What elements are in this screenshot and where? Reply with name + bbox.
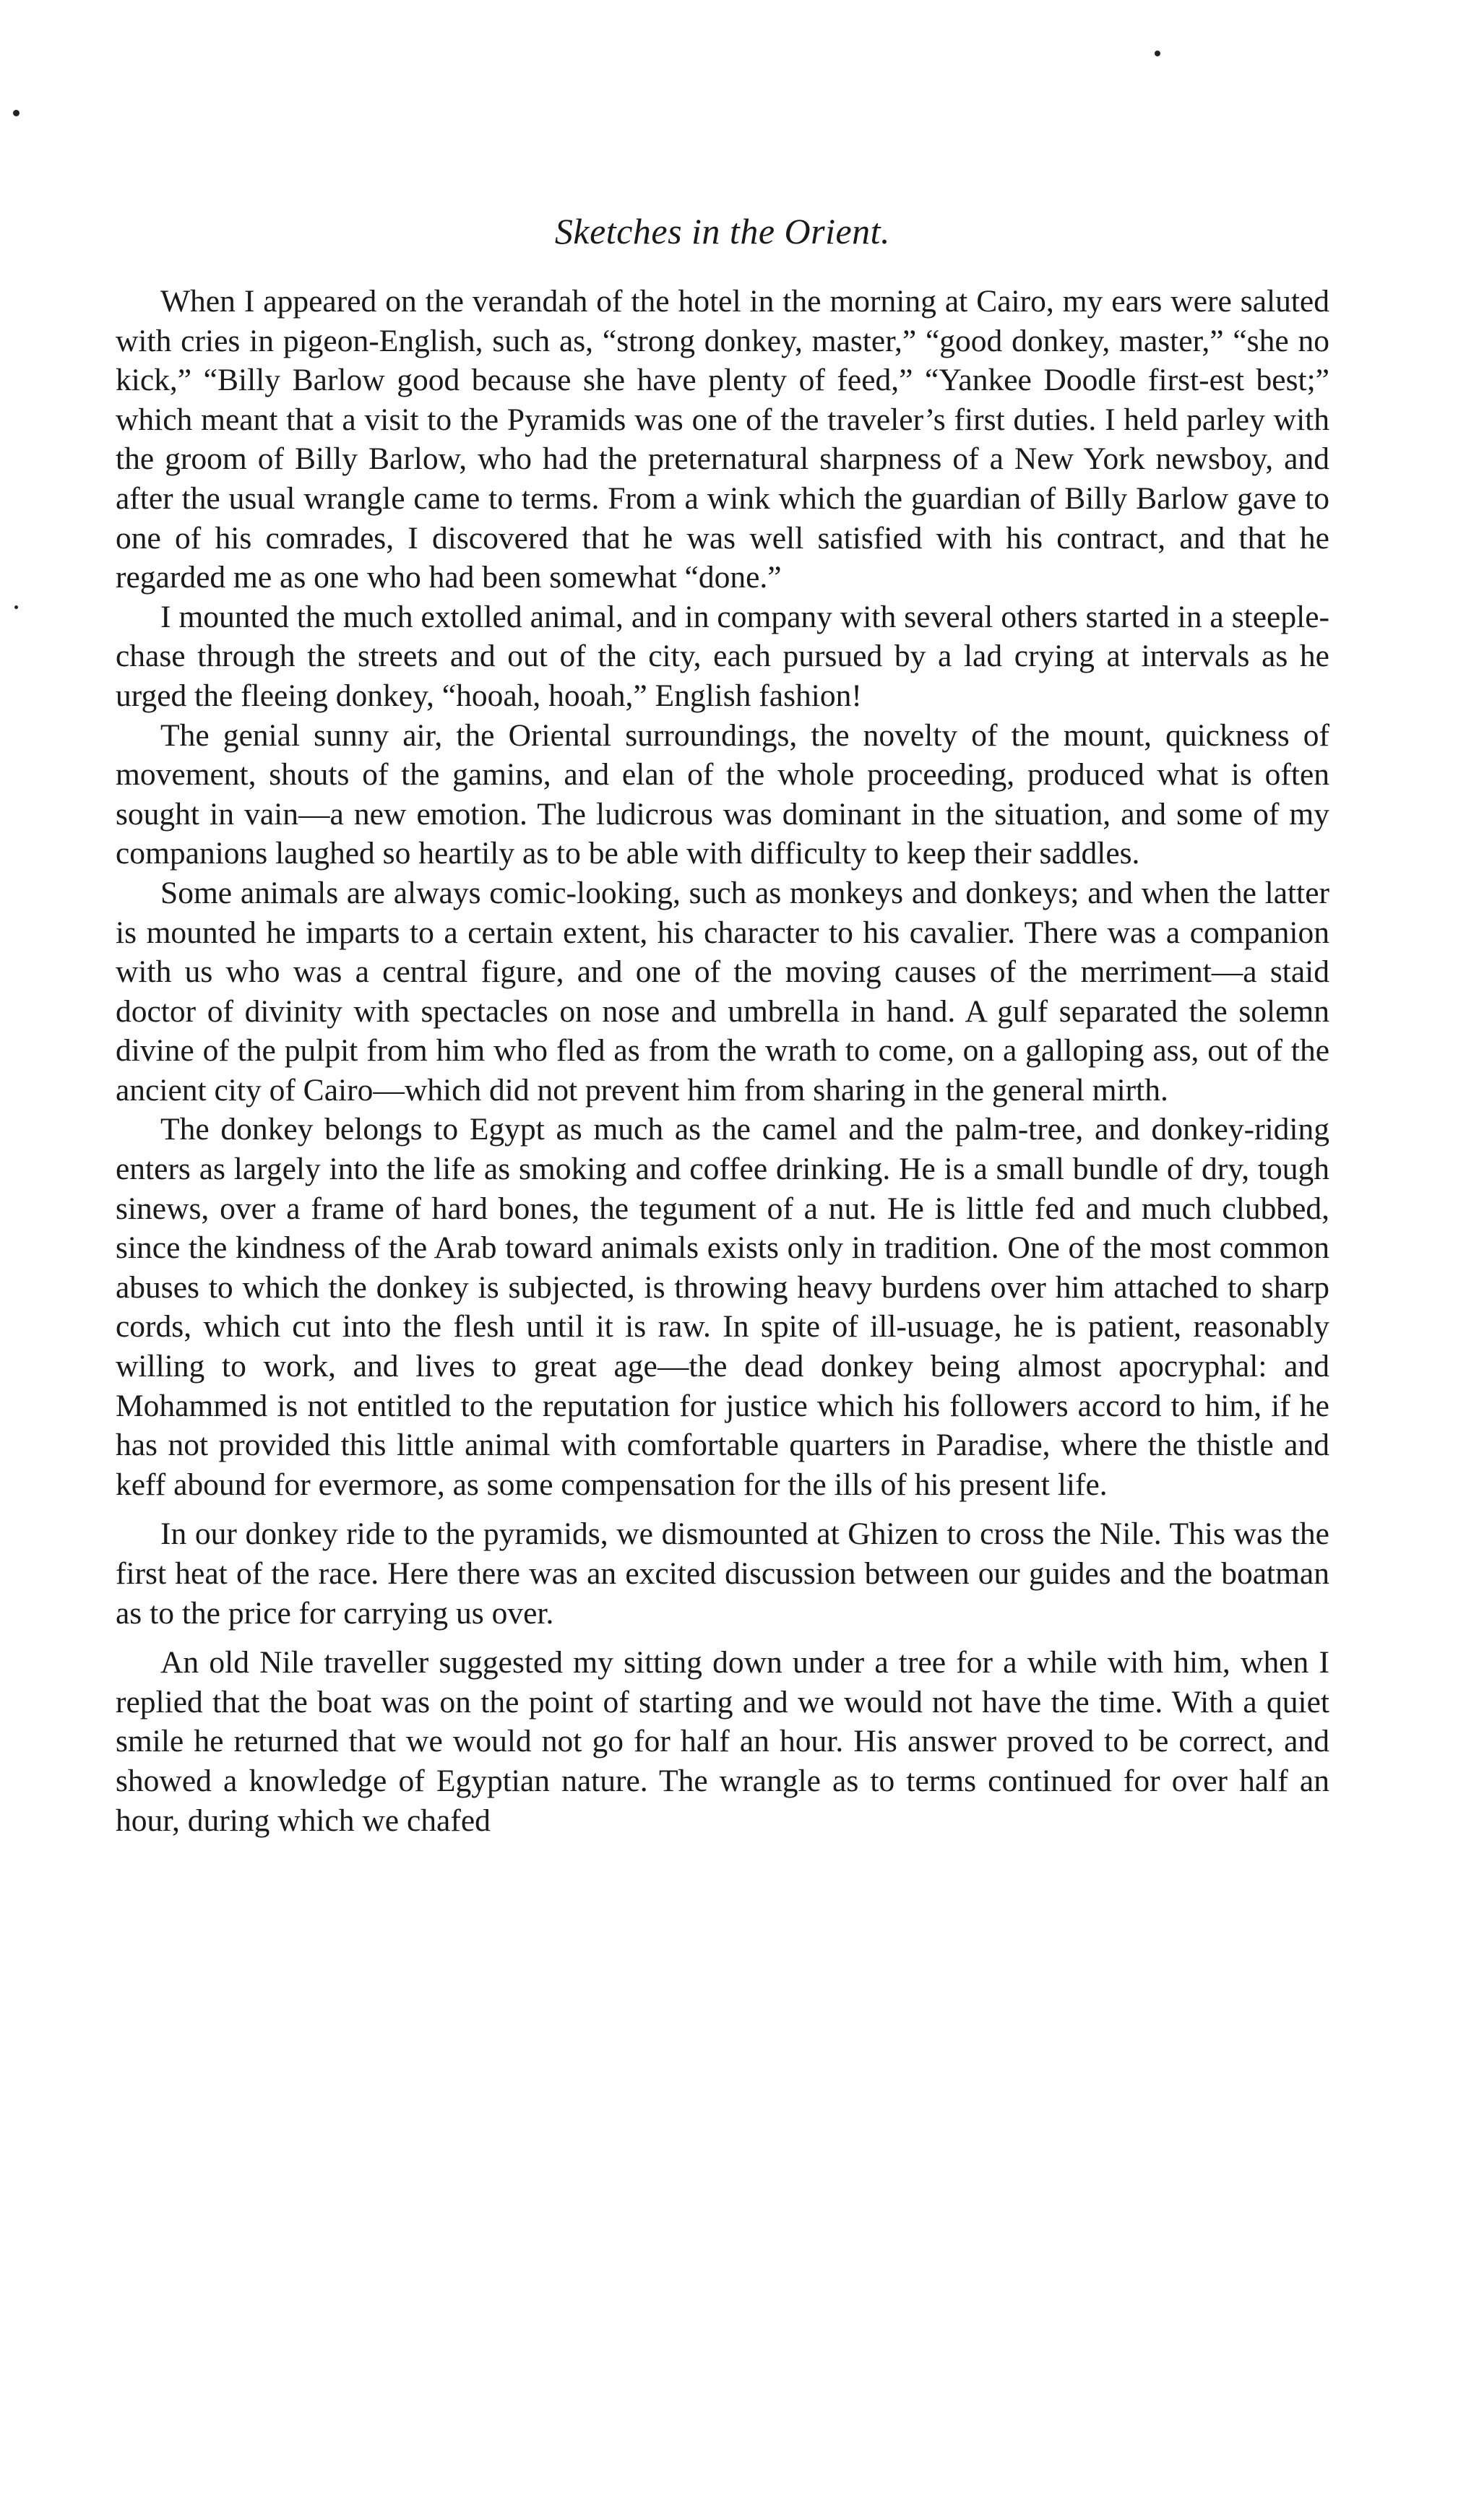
page-title: Sketches in the Orient. (554, 211, 891, 251)
paragraph: In our donkey ride to the pyramids, we dismounted at Ghizen to cross the Nile. This was the first heat of the race. Here there was an excited discussion between our guides and the boatman as to the price for carrying us over. (116, 1516, 1329, 1631)
scan-speck (14, 605, 18, 609)
page-body (116, 210, 1329, 1840)
paragraph: An old Nile traveller suggested my sitting down under a tree for a while with him, when I replied that the boat was on the point of starting and we would not have the time. With a quiet smile he returned that we would not go for half an hour. His answer proved to be correct, and showed a knowledge of Egyptian nature. The wrangle as to terms continued for over half an hour, during which we chafed (116, 1645, 1329, 1838)
scan-speck (1155, 51, 1160, 56)
scan-speck (13, 110, 20, 116)
paragraph: Some animals are always comic-looking, such as monkeys and donkeys; and when the latter is mounted he imparts to a certain extent, his character to his cavalier. There was a companion with us who was a central figure, and one of the moving causes of the merriment—a staid doctor of divinity with spectacles on nose and umbrella in hand. A gulf separated the solemn divine of the pulpit from him who fled as from the wrath to come, on a galloping ass, out of the ancient city of Cairo—which did not prevent him from sharing in the general mirth. (116, 875, 1329, 1108)
paragraph: The donkey belongs to Egypt as much as the camel and the palm-tree, and donkey-riding enters as largely into the life as smoking and coffee drinking. He is a small bundle of dry, tough sinews, over a frame of hard bones, the tegument of a nut. He is little fed and much clubbed, since the kindness of the Arab toward animals exists only in tradition. One of the most common abuses to which the donkey is subjected, is throwing heavy burdens over him attached to sharp cords, which cut into the flesh until it is raw. In spite of ill-usuage, he is patient, reasonably willing to work, and lives to great age—the dead donkey being almost apocryphal: and Mohammed is not entitled to the reputation for justice which his followers accord to him, if he has not provided this little animal with comfortable quarters in Paradise, where the thistle and keff abound for evermore, as some compensation for the ills of his present life. (116, 1112, 1329, 1502)
paragraph: When I appeared on the verandah of the hotel in the morning at Cairo, my ears were saluted with cries in pigeon-English, such as, “strong donkey, master,” “good donkey, master,” “she no kick,” “Billy Barlow good because she have plenty of feed,” “Yankee Doodle first-est best;” which meant that a visit to the Pyramids was one of the traveler’s first duties. I held parley with the groom of Billy Barlow, who had the preternatural sharpness of a New York newsboy, and after the usual wrangle came to terms. From a wink which the guardian of Billy Barlow gave to one of his comrades, I discovered that he was well satisfied with his contract, and that he regarded me as one who had been somewhat “done.” (116, 284, 1329, 595)
paragraph: I mounted the much extolled animal, and in company with several others started in a steeple-chase through the streets and out of the city, each pursued by a lad crying at intervals as he urged the fleeing donkey, “hooah, hooah,” English fashion! (116, 599, 1329, 713)
paragraph: The genial sunny air, the Oriental surroundings, the novelty of the mount, quickness of movement, shouts of the gamins, and elan of the whole proceeding, produced what is often sought in vain—a new emotion. The ludicrous was dominant in the situation, and some of my companions laughed so heartily as to be able with difficulty to keep their saddles. (116, 717, 1329, 871)
